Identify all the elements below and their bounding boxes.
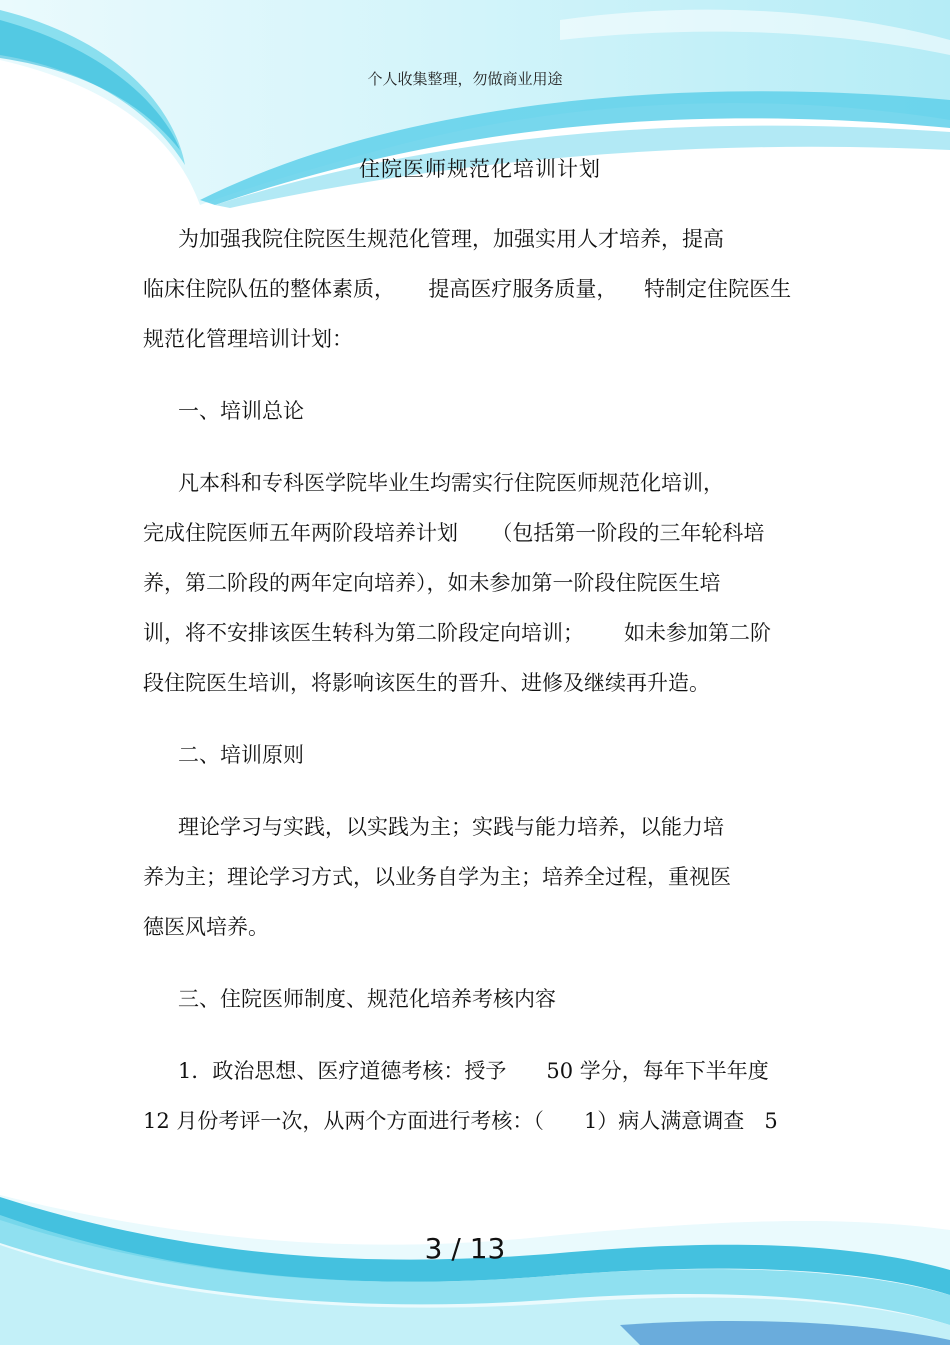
section-heading: 三、住院医师制度、规范化培养考核内容 <box>178 987 556 1011</box>
paragraph-line: 养，第二阶段的两年定向培养），如未参加第一阶段住院医生培 <box>143 571 721 595</box>
section-heading: 二、培训原则 <box>178 743 304 767</box>
paragraph-line: 德医风培养。 <box>143 915 269 939</box>
paragraph-line: 理论学习与实践，以实践为主；实践与能力培养，以能力培 <box>178 815 724 839</box>
paragraph-line: 规范化管理培训计划： <box>143 327 353 351</box>
paragraph-line: 养为主；理论学习方式，以业务自学为主；培养全过程，重视医 <box>143 865 731 889</box>
paragraph-line: 训，将不安排该医生转科为第二阶段定向培训； 如未参加第二阶 <box>143 621 772 645</box>
page-number: 3 / 13 <box>424 1232 506 1265</box>
paragraph-line: 1．政治思想、医疗道德考核：授予 50 学分，每年下半年度 <box>178 1059 769 1083</box>
section-heading: 一、培训总论 <box>178 399 304 423</box>
document-title: 住院医师规范化培训计划 <box>359 157 601 181</box>
paragraph-line: 为加强我院住院医生规范化管理，加强实用人才培养，提高 <box>178 227 724 251</box>
paragraph-line: 12 月份考评一次，从两个方面进行考核：（ 1）病人满意调查 5 <box>143 1109 778 1133</box>
paragraph-line: 完成住院医师五年两阶段培养计划 （包括第一阶段的三年轮科培 <box>143 521 765 545</box>
header-note: 个人收集整理，勿做商业用途 <box>367 70 563 88</box>
paragraph-line: 临床住院队伍的整体素质， 提高医疗服务质量， 特制定住院医生 <box>143 277 792 301</box>
paragraph-line: 段住院医生培训，将影响该医生的晋升、进修及继续再升造。 <box>143 671 710 695</box>
paragraph-line: 凡本科和专科医学院毕业生均需实行住院医师规范化培训， <box>178 471 724 495</box>
